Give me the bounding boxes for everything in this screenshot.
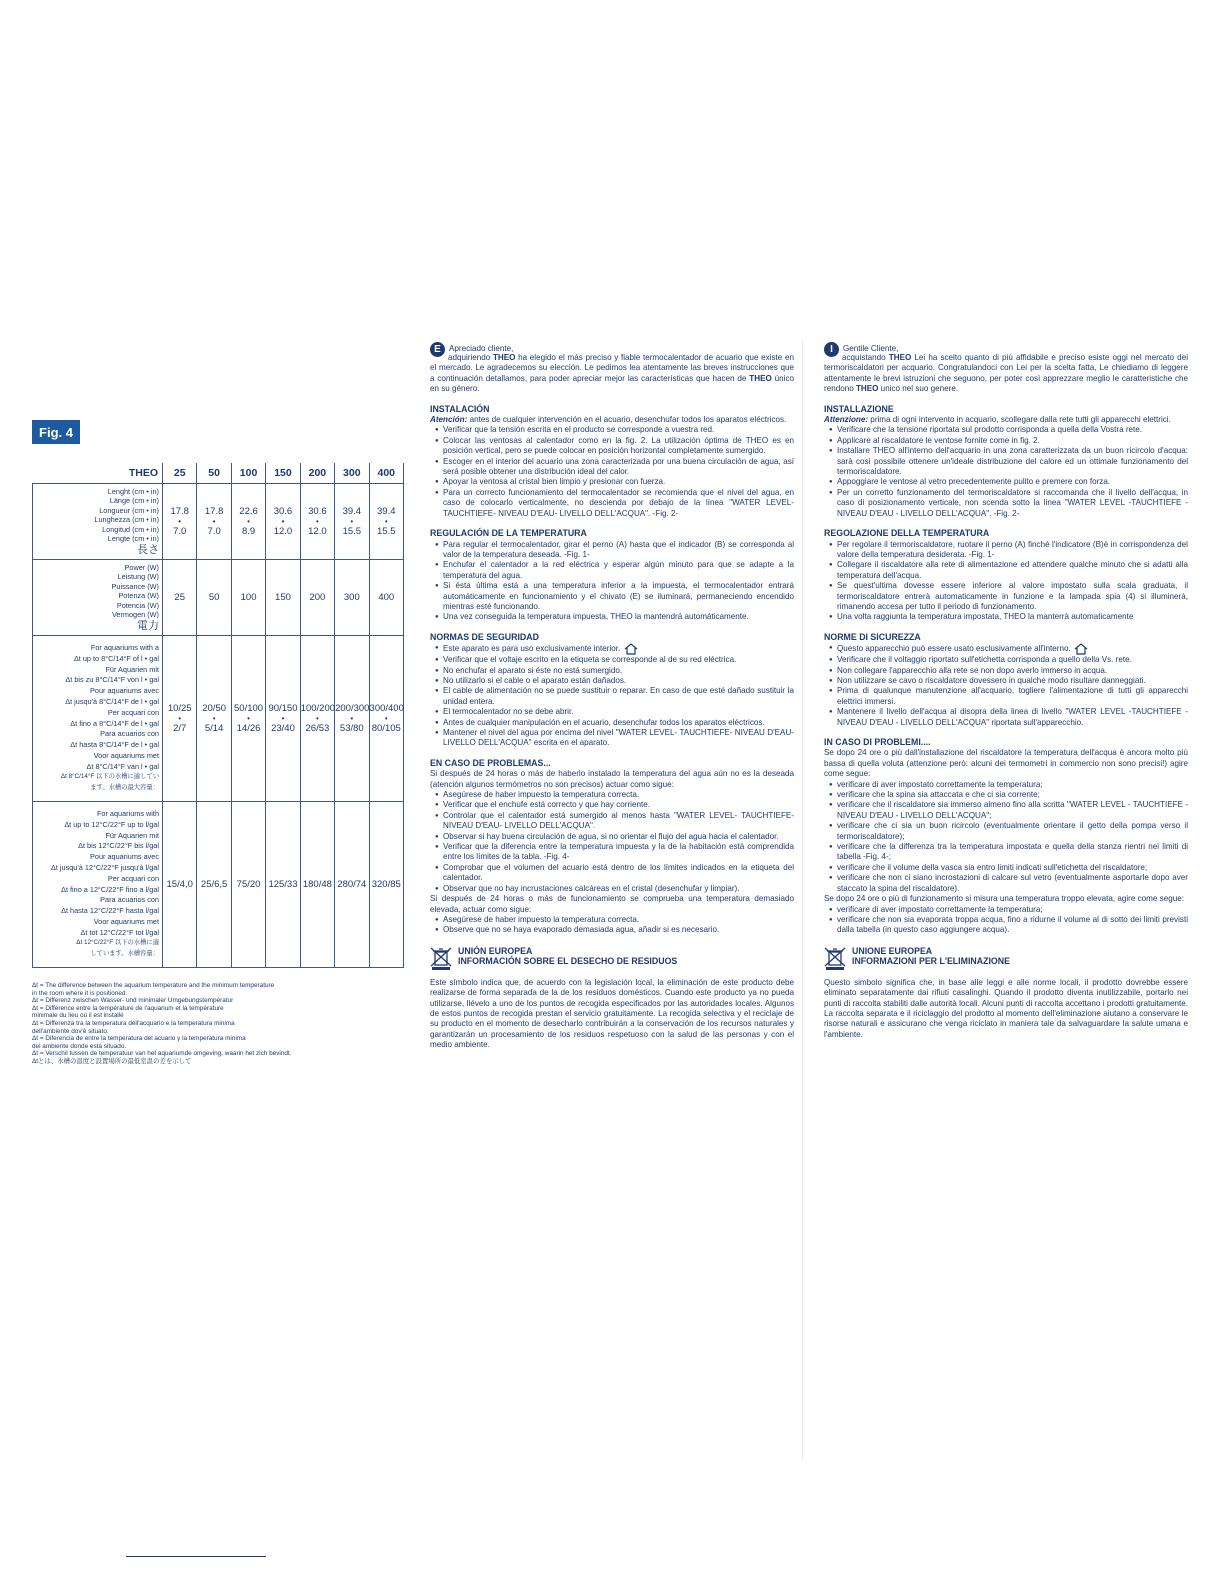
dt12-label: Para acuarios con <box>100 895 159 905</box>
dt8-gallons: 23/40 <box>271 722 295 734</box>
length-in: 12.0 <box>308 525 327 537</box>
dt12-cell: 180/48 <box>300 802 334 968</box>
es-install-list <box>430 425 794 519</box>
footnote: dell'ambiente dov'è situato. <box>32 1027 109 1035</box>
dt8-cell: 90/150 • 23/40 <box>266 636 300 802</box>
dt8-gallons: 14/26 <box>236 722 261 734</box>
dt12-label: Voor aquariums met <box>93 916 159 926</box>
dt12-cell: 75/20 <box>231 802 265 968</box>
dt8-label: ます。水槽の最大容量： <box>90 784 159 792</box>
list-item: ● Una volta raggiunta la temperatura impostata, THEO la manterrà automaticamente <box>831 612 1188 622</box>
size-label: Lenght (cm • in) <box>107 486 159 496</box>
it-eu-header <box>824 946 1188 970</box>
model-300: 300 <box>335 463 369 484</box>
dt8-gallons: 80/105 <box>371 722 401 734</box>
dt8-liters: 100/200 <box>300 702 336 714</box>
es-problems-list <box>430 790 794 894</box>
dt8-cell: 50/100 • 14/26 <box>231 636 265 802</box>
dt8-liters: 20/50 <box>202 702 227 714</box>
list-item: ● Per regolare il termoriscaldatore, ruotare il perno (A) finché l'indicatore (B)è in corrispondenza del valore della temperatura desiderata. -Fig. 1- <box>831 540 1188 561</box>
length-cm: 39.4 <box>377 505 396 517</box>
list-item: ● verificare che la spina sia attaccata e che ci sia corrente; <box>831 790 1188 800</box>
dt12-cell: 15/4,0 <box>163 802 197 968</box>
size-label: Lunghezza (cm • in) <box>94 515 159 524</box>
es-eu-title: UNIÓN EUROPEA INFORMACIÓN SOBRE EL DESECHO DE RESIDUOS <box>458 945 678 966</box>
it-brand: THEO <box>888 353 912 362</box>
list-item: ● Se quest'ultima dovesse essere inferiore al valore impostato sulla scala graduata, il termoriscaldatore entrerà automaticamente in funzione e la lampada spia (4) si illuminerà, rimanendo accesa per tutto il periodo di funzionamento. <box>831 581 1188 612</box>
list-item: ● Observar si hay buena circulación de agua, si no orientar el flujo del agua hacia el calentador. <box>437 832 794 842</box>
footnote: Δt = Verschil tussen de temperatuur van het aquariumde omgeving, waarin het zich bevindt. <box>32 1050 292 1058</box>
size-cell: 30.6 • 12.0 <box>266 484 300 560</box>
dt8-gallons: 53/80 <box>339 722 364 734</box>
dt8-label: Δt bis zu 8°C/14°F von l • gal <box>65 675 159 685</box>
it-install-list <box>824 425 1188 519</box>
es-problems-intro2: Si después de 24 horas o más de funcionamiento se comprueba una temperatura demasiado elevada, actuar como sigue: <box>430 894 794 914</box>
indoor-use-icon <box>623 643 639 655</box>
dt12-label: しています。水槽容量： <box>90 950 159 958</box>
table-footnotes <box>32 982 412 1066</box>
list-item: ● Escoger en el interior del acuario una zona caracterizada por una buena circulación de agua, así será posible obtener una distribución ideal del calor. <box>437 457 794 478</box>
es-brand: THEO <box>492 353 516 362</box>
dt8-liters: 200/300 <box>335 702 370 714</box>
list-item: ● El termocalentador no se debe abrir. <box>437 707 794 717</box>
power-label: Puissance (W) <box>111 581 159 591</box>
it-attention: Attenzione: prima di ogni intervento in acquario, scollegare dalla rete tutti gli apparecchi elettrici. <box>824 415 1171 425</box>
length-in: 7.0 <box>207 525 221 537</box>
it-language-badge: I <box>824 342 839 357</box>
es-problems2-list <box>430 915 794 936</box>
dt8-cell: 20/50 • 5/14 <box>197 636 231 802</box>
list-item: ● Mantenere il livello dell'acqua al disopra della linea di livello "WATER LEVEL -TAUCHTIEFE - NIVEAU D'EAU - LIVELLO DELL'ACQUA" riportata sull'apparecchio. <box>831 707 1188 728</box>
dt12-label: Δt tot 12°C/22°F tot l/gal <box>80 927 159 937</box>
dt12-cell: 280/74 <box>335 802 369 968</box>
list-item: ● Questo apparecchio può essere usato esclusivamente all'interno. <box>831 643 1188 655</box>
it-temperature-list <box>824 540 1188 623</box>
power-row <box>33 560 404 636</box>
column-divider <box>802 340 803 1460</box>
it-problems-list <box>824 780 1188 894</box>
model-25: 25 <box>163 463 197 484</box>
specification-table <box>32 463 404 968</box>
dt8-label: Pour aquariums avec <box>90 686 159 696</box>
bottom-rule <box>126 1556 266 1557</box>
size-cell: 39.4 • 15.5 <box>369 484 403 560</box>
length-in: 8.9 <box>241 525 256 537</box>
dt8-cell: 300/400 • 80/105 <box>369 636 403 802</box>
list-item: ● Comprobar que el volumen del acuario está dentro de los límites indicados en la etiqueta del calentador. <box>437 863 794 884</box>
dt8-liters: 300/400 <box>369 702 404 714</box>
list-item: ● Prima di qualunque manutenzione all'acquario, togliere l'alimentazione di tutti gli apparecchi elettrici immersi. <box>831 686 1188 707</box>
list-item: ● Asegúrese de haber impuesto la temperatura correcta. <box>437 790 794 800</box>
list-item: ● Colocar las ventosas al calentador como en la fig. 2. La utilización óptima de THEO es en posición vertical, pero se puede colocar en posición horizontal completamente sumergido. <box>437 436 794 457</box>
italian-instructions <box>824 342 1188 1040</box>
length-in: 12.0 <box>273 525 293 537</box>
dt8-liters: 50/100 <box>234 702 264 714</box>
dt12-label: Δt jusqu'à 12°C/22°F jusqu'à l/gal <box>50 862 159 872</box>
power-cell: 200 <box>300 560 334 636</box>
es-language-badge: E <box>430 342 445 357</box>
list-item: ● Appoggiare le ventose al vetro precedentemente pulito e premere con forza. <box>831 477 1188 487</box>
dt12-label: Δt fino a 12°C/22°F fino a l/gal <box>61 884 159 894</box>
power-labels <box>33 560 163 636</box>
list-item: ● No utilizarlo si el cable o el aparato están dañados. <box>437 676 794 686</box>
list-item: ● Non utilizzare se cavo o riscaldatore dovessero in qualche modo risultare danneggiati. <box>831 676 1188 686</box>
model-100: 100 <box>231 463 265 484</box>
size-cell: 22.6 • 8.9 <box>231 484 265 560</box>
model-400: 400 <box>369 463 403 484</box>
list-item: ● Per un corretto funzionamento del termoriscaldatore si raccomanda che il livello dell'acqua, in caso di posizionamento verticale, non scenda sotto la linea "WATER LEVEL -TAUCHTIEFE - NIVEAU D'EAU - LIVELLO DELL'ACQUA". -Fig. 2- <box>831 488 1188 519</box>
es-heading-temperature: REGULACIÓN DE LA TEMPERATURA <box>430 528 587 539</box>
list-item: ● Non collegare l'apparecchio alla rete se non dopo averlo immerso in acqua. <box>831 666 1188 676</box>
dt12-label: Δt 12°C/22°F 以下の水槽に適 <box>76 939 159 947</box>
dt8-gallons: 26/53 <box>305 722 330 734</box>
dt8-gallons: 5/14 <box>204 722 224 734</box>
model-200: 200 <box>300 463 334 484</box>
dt8-cell: 200/300 • 53/80 <box>335 636 369 802</box>
power-cell: 25 <box>163 560 197 636</box>
list-item: ● Observe que no se haya evaporado demasiada agua, añadir si es necesario. <box>437 925 794 935</box>
dt8-label: Voor aquariums met <box>93 750 159 760</box>
es-heading-safety: NORMAS DE SEGURIDAD <box>430 631 539 642</box>
list-item: ● verificare che la differenza tra la temperatura impostata e quella della stanza rientri nei limiti di tabella -Fig. 4-; <box>831 842 1188 863</box>
list-item: ● Verificar que el enchufe está correcto y que hay corriente. <box>437 800 794 810</box>
es-heading-problems: EN CASO DE PROBLEMAS... <box>430 757 551 768</box>
model-150: 150 <box>266 463 300 484</box>
it-eu-title: UNIONE EUROPEA INFORMAZIONI PER L'ELIMINAZIONE <box>852 945 1010 966</box>
list-item: ● Enchufar el calentador a la red eléctrica y esperar algún minuto para que se adapte a la temperatura del agua. <box>437 560 794 581</box>
power-cell: 300 <box>335 560 369 636</box>
size-row <box>33 484 404 560</box>
footnote: del ambiente donde está situado. <box>32 1042 127 1050</box>
footnote: Δt = Diferencia de entre la temperatura del acuario y la temperatura minima <box>32 1035 246 1043</box>
list-item: ● No enchufar el aparato si éste no está sumergido. <box>437 666 794 676</box>
it-heading-problems: IN CASO DI PROBLEMI.... <box>824 737 931 747</box>
list-item: ● Verificar que la tensión escrita en el producto se corresponde a vuestra red. <box>437 425 794 435</box>
es-eu-header <box>430 946 794 970</box>
length-cm: 30.6 <box>308 505 327 517</box>
dt8-label: Δt up to 8°C/14°F of l • gal <box>73 653 159 663</box>
list-item: ● El cable de alimentación no se puede sustituir o reparar. En caso de que esté dañado sustituir la unidad entera. <box>437 686 794 707</box>
length-cm: 39.4 <box>342 505 362 517</box>
size-label: Longitud (cm • in) <box>102 524 159 534</box>
it-heading-temperature: REGOLAZIONE DELLA TEMPERATURA <box>824 528 990 539</box>
list-item: ● Apoyar la ventosa al cristal bien limpio y presionar con fuerza. <box>437 477 794 487</box>
power-label: Potenza (W) <box>118 591 159 600</box>
list-item: ● verificare che il riscaldatore sia immerso almeno fino alla scritta "WATER LEVEL - TAUCHTIEFE - NIVEAU D'EAU - LIVELLO DELL'ACQUA"; <box>831 800 1188 821</box>
figure-label: Fig. 4 <box>32 420 80 444</box>
list-item: ● Si ésta última está a una temperatura inferior a la impuesta, el termocalentador entrará automáticamente en funcionamiento y el chivato (E) se iluminará, permaneciendo encendido mientras esté funcionando. <box>437 581 794 612</box>
dt8-liters: 10/25 <box>167 702 192 714</box>
list-item: ● Para regular el termocalentador, girar el perno (A) hasta que el indicador (B) se corresponda al valor de la temperatura deseada. -Fig. 1- <box>437 540 794 561</box>
dt12-label: Δt bis 12°C/22°F bis l/gal <box>78 841 159 851</box>
dt8-label: Δt jusqu'à 8°C/14°F de l • gal <box>65 696 159 706</box>
es-temperature-list <box>430 540 794 623</box>
dt8-labels <box>33 636 163 802</box>
dt8-label: Para acuarios con <box>100 729 159 739</box>
dt8-label: For aquariums with a <box>90 642 159 652</box>
dt12-cell: 320/85 <box>369 802 403 968</box>
es-attention: Atención: antes de cualquier intervención en el acuario, desenchufar todos los aparatos eléctricos. <box>430 415 787 425</box>
list-item: ● verificare che ci sia un buon ricircolo (eventualmente orientare il getto della pompa verso il termoriscaldatore); <box>831 821 1188 842</box>
power-cell: 150 <box>266 560 300 636</box>
dt12-cell: 125/33 <box>266 802 300 968</box>
it-problems-intro: Se dopo 24 ore o più dall'installazione del riscaldatore la temperatura dell'acqua è ancora molto più bassa di quella voluta (attenzione però: alcuni dei termometri in commercio non sono precisi!) agire come segue: <box>824 748 1188 779</box>
es-intro: adquiriendo THEO ha elegido el más preciso y fiable termocalentador de acuario que existe en el mercado. Le agradecemos su elección. Le pedimos lea atentamente las breves instrucciones que a continuación detallamos, para poder apreciar mejor las características que hacen de THEO único en su género. <box>430 353 794 394</box>
power-cell: 100 <box>231 560 265 636</box>
size-cell: 17.8 • 7.0 <box>163 484 197 560</box>
list-item: ● verificare di aver impostato correttamente la temperatura; <box>831 905 1188 915</box>
list-item: ● verificare che non sia evaporata troppa acqua, fino a ridurne il volume al di sotto dei limiti previsti dalla tabella (in questo caso aggiungere acqua). <box>831 915 1188 936</box>
footnote: Δt = The difference between the aquarium temperature and the minimum temperature <box>32 982 275 989</box>
list-item: ● Este aparato es para uso exclusivamente interior. <box>437 643 794 655</box>
list-item: ● Observar que no hay incrustaciones calcáreas en el cristal (desenchufar y limpiar). <box>437 884 794 894</box>
dt8-row <box>33 636 404 802</box>
dt8-label: Δt 8°C/14°F van l • gal <box>86 761 159 771</box>
indoor-use-icon <box>1073 643 1089 655</box>
footnote: in the room where it is positioned. <box>32 989 128 997</box>
footnote: Δt = Differenza tra la temperatura dell'acquario e la temperatura minima <box>32 1019 235 1027</box>
list-item: ● Para un correcto funcionamiento del termocalentador se recomienda que el nivel del agua, en caso de colocarlo verticalmente, no descienda por debajo de la línea "WATER LEVEL- TAUCHTIEFE- NIVEAU D'EAU- LIVELLO DELL'ACQUA". -Fig. 2- <box>437 488 794 519</box>
size-cell: 39.4 • 15.5 <box>335 484 369 560</box>
es-problems-intro: Si después de 24 horas o más de haberlo instalado la temperatura del agua aún no es la deseada (atención algunos termómetros no son precisos) actuar como sigue: <box>430 769 794 789</box>
length-cm: 17.8 <box>204 505 224 517</box>
it-problems2-list <box>824 905 1188 936</box>
length-cm: 30.6 <box>273 505 293 517</box>
size-label: Longueur (cm • in) <box>99 505 159 515</box>
it-greeting: Gentile Cliente, <box>843 344 899 353</box>
size-label: 長さ <box>137 543 159 556</box>
list-item: ● Verificare che la tensione riportata sul prodotto corrisponda a quella della Vostra rete. <box>831 425 1188 435</box>
length-in: 7.0 <box>173 525 187 537</box>
length-in: 15.5 <box>377 525 396 537</box>
list-item: ● verificare di aver impostato correttamente la temperatura; <box>831 780 1188 790</box>
size-label: Länge (cm • in) <box>109 496 159 505</box>
list-item: ● Antes de cualquier manipulación en el acuario, desenchufar todos los aparatos eléctricos. <box>437 718 794 728</box>
list-item: ● verificare che non ci siano incrostazioni di calcare sul vetro (eventualmente asportarle dopo aver staccato la spina del riscaldatore). <box>831 873 1188 894</box>
table-header-row <box>33 463 404 484</box>
es-attention-label: Atención: <box>430 415 468 425</box>
list-item: ● Verificar que el voltaje escrito en la etiqueta se corresponde al de su red eléctrica. <box>437 655 794 665</box>
dt12-label: Pour aquariums avec <box>90 852 159 862</box>
footnote: Δtとは、水槽の温度と設置場所の最低室温の差を示して <box>32 1057 192 1065</box>
power-label: Potencia (W) <box>116 600 159 610</box>
dt8-liters: 90/150 <box>268 702 298 714</box>
it-heading-install: INSTALLAZIONE <box>824 403 894 414</box>
size-cell: 17.8 • 7.0 <box>197 484 231 560</box>
it-heading-safety: NORME DI SICUREZZA <box>824 631 921 642</box>
dt12-cell: 25/6,5 <box>197 802 231 968</box>
es-heading-install: INSTALACIÓN <box>430 403 490 414</box>
dt12-row <box>33 802 404 968</box>
list-item: ● Una vez conseguida la temperatura impuesta, THEO la mantendrá automáticamente. <box>437 612 794 622</box>
size-cell: 30.6 • 12.0 <box>300 484 334 560</box>
dt8-gallons: 2/7 <box>173 722 187 734</box>
length-in: 15.5 <box>342 525 362 537</box>
dt12-label: Für Aquarien mit <box>105 830 159 840</box>
es-eu-text: Este símbolo indica que, de acuerdo con la legislación local, la eliminación de este producto debe realizarse de forma separada de la de los residuos domésticos. Cuando este producto ya no pueda utilizarse, llévelo a uno de los puntos de recogida especificados por las autoridades locales. Algunos de estos puntos de recogida prestan el servicio gratuitamente. La recogida selectiva y el reciclaje de su producto en el momento de desecharlo contribuirán a la conservación de los recursos naturales y garantizarán un procesamiento de los residuos respetuoso con la salud de las personas y con el medio ambiente. <box>430 977 794 1050</box>
footnote: Δt = Différence entre la température de l'aquarium et la température <box>32 1004 224 1012</box>
dt8-cell: 100/200 • 26/53 <box>300 636 334 802</box>
list-item: ● Verificar que la diferencia entre la temperatura impuesta y la de la habitación está comprendida entre los límites de la tabla. -Fig. 4- <box>437 842 794 863</box>
dt12-labels <box>33 802 163 968</box>
list-item: ● Applicare al riscaldatore le ventose fornite come in fig. 2. <box>831 436 1188 446</box>
es-greeting: Apreciado cliente, <box>449 344 514 353</box>
dt12-label: Δt hasta 12°C/22°F hasta l/gal <box>61 906 159 916</box>
dt12-label: Δt up to 12°C/22°F up to l/gal <box>64 819 159 829</box>
dt8-cell: 10/25 • 2/7 <box>163 636 197 802</box>
length-cm: 22.6 <box>239 505 258 517</box>
it-intro: acquistando THEO Lei ha scelto quanto di più affidabile e preciso esiste oggi nel mercato dei termoriscaldatori per acquario. Congratulandoci con Lei per la scelta fatta, Le chiediamo di leggere attentamente le brevi istruzioni che seguono, per poter così apprezzare meglio le caratteristiche che rendono THEO unico nel suo genere. <box>824 353 1188 394</box>
it-safety-list <box>824 643 1188 728</box>
dt8-label: Δt hasta 8°C/14°F de l • gal <box>70 740 159 750</box>
crossed-bin-icon <box>824 946 846 970</box>
list-item: ● verificare che il volume della vasca sia entro limiti indicati sull'etichetta del riscaldatore; <box>831 863 1188 873</box>
dt8-label: Für Aquarien mit <box>105 664 159 674</box>
size-labels <box>33 484 163 560</box>
table-header-theo: THEO <box>33 463 163 484</box>
it-eu-text: Questo simbolo significa che, in base alle leggi e alle norme locali, il prodotto dovrebbe essere eliminato separatamente dai rifiuti casalinghi. Quando il prodotto diventa inutilizzabile, portarlo nei punti di raccolta stabiliti dalle autorità locali. Alcuni punti di raccolta accettano i prodotti gratuitamente. La raccolta separata e il riciclaggio del prodotto al momento dell'eliminazione aiutano a conservare le risorse naturali e assicurano che venga riciclato in maniera tale da salvaguardare la salute umana e l'ambiente. <box>824 977 1188 1039</box>
power-label: Leistung (W) <box>117 572 159 581</box>
crossed-bin-icon <box>430 946 452 970</box>
list-item: ● Verificare che il voltaggio riportato sull'etichetta corrisponda a quello della Vs. rete. <box>831 655 1188 665</box>
power-label: Vermogen (W) <box>111 610 159 619</box>
power-cell: 400 <box>369 560 403 636</box>
dt8-label: Δt fino a 8°C/14°F de l • gal <box>70 718 159 728</box>
es-brand: THEO <box>749 373 772 383</box>
es-safety-list <box>430 643 794 749</box>
size-label: Lengte (cm • in) <box>107 534 159 543</box>
dt12-label: For aquariums with <box>96 808 159 818</box>
list-item: ● Controlar que el calentador está sumergido al menos hasta "WATER LEVEL- TAUCHTIEFE- NIVEAU D'EAU- LIVELLO DELL'ACQUA". <box>437 811 794 832</box>
list-item: ● Mantener el nivel del agua por encima del nivel "WATER LEVEL- TAUCHTIEFE- NIVEAU D'EAU- LIVELLO DELL'ACQUA" escrita en el aparato. <box>437 728 794 749</box>
model-50: 50 <box>197 463 231 484</box>
list-item: ● Asegúrese de haber impuesto la temperatura correcta. <box>437 915 794 925</box>
footnote: Δt = Differenz zwischen Wasser- und minimaler Umgebungstemperatur <box>32 997 234 1005</box>
spanish-instructions <box>430 342 794 1051</box>
power-cell: 50 <box>197 560 231 636</box>
it-problems-intro2: Se dopo 24 ore o più di funzionamento si misura una temperatura troppo elevata, agire come segue: <box>824 894 1184 904</box>
dt8-label: Δt 8°C/14°F 以下の水槽に適してい <box>60 773 159 781</box>
footnote: minimale du lieu où il est installé <box>32 1012 124 1020</box>
list-item: ● Collegare il riscaldatore alla rete di alimentazione ed attendere qualche minuto che si adatti alla temperatura dell'acqua. <box>831 560 1188 581</box>
power-label: Power (W) <box>124 562 159 572</box>
it-brand: THEO <box>855 384 879 394</box>
length-cm: 17.8 <box>170 505 189 517</box>
it-attention-label: Attenzione: <box>824 415 869 425</box>
list-item: ● Installare THEO all'interno dell'acquario in una zona caratterizzata da un buon ricircolo d'acqua: sarà così possibile ottenere un'ideale distribuzione del calore ed un ottimale funzionamento del termoriscaldatore. <box>831 446 1188 477</box>
dt8-label: Per acquari con <box>107 707 159 717</box>
power-label: 電力 <box>137 619 159 632</box>
dt12-label: Per acquari con <box>107 873 159 883</box>
